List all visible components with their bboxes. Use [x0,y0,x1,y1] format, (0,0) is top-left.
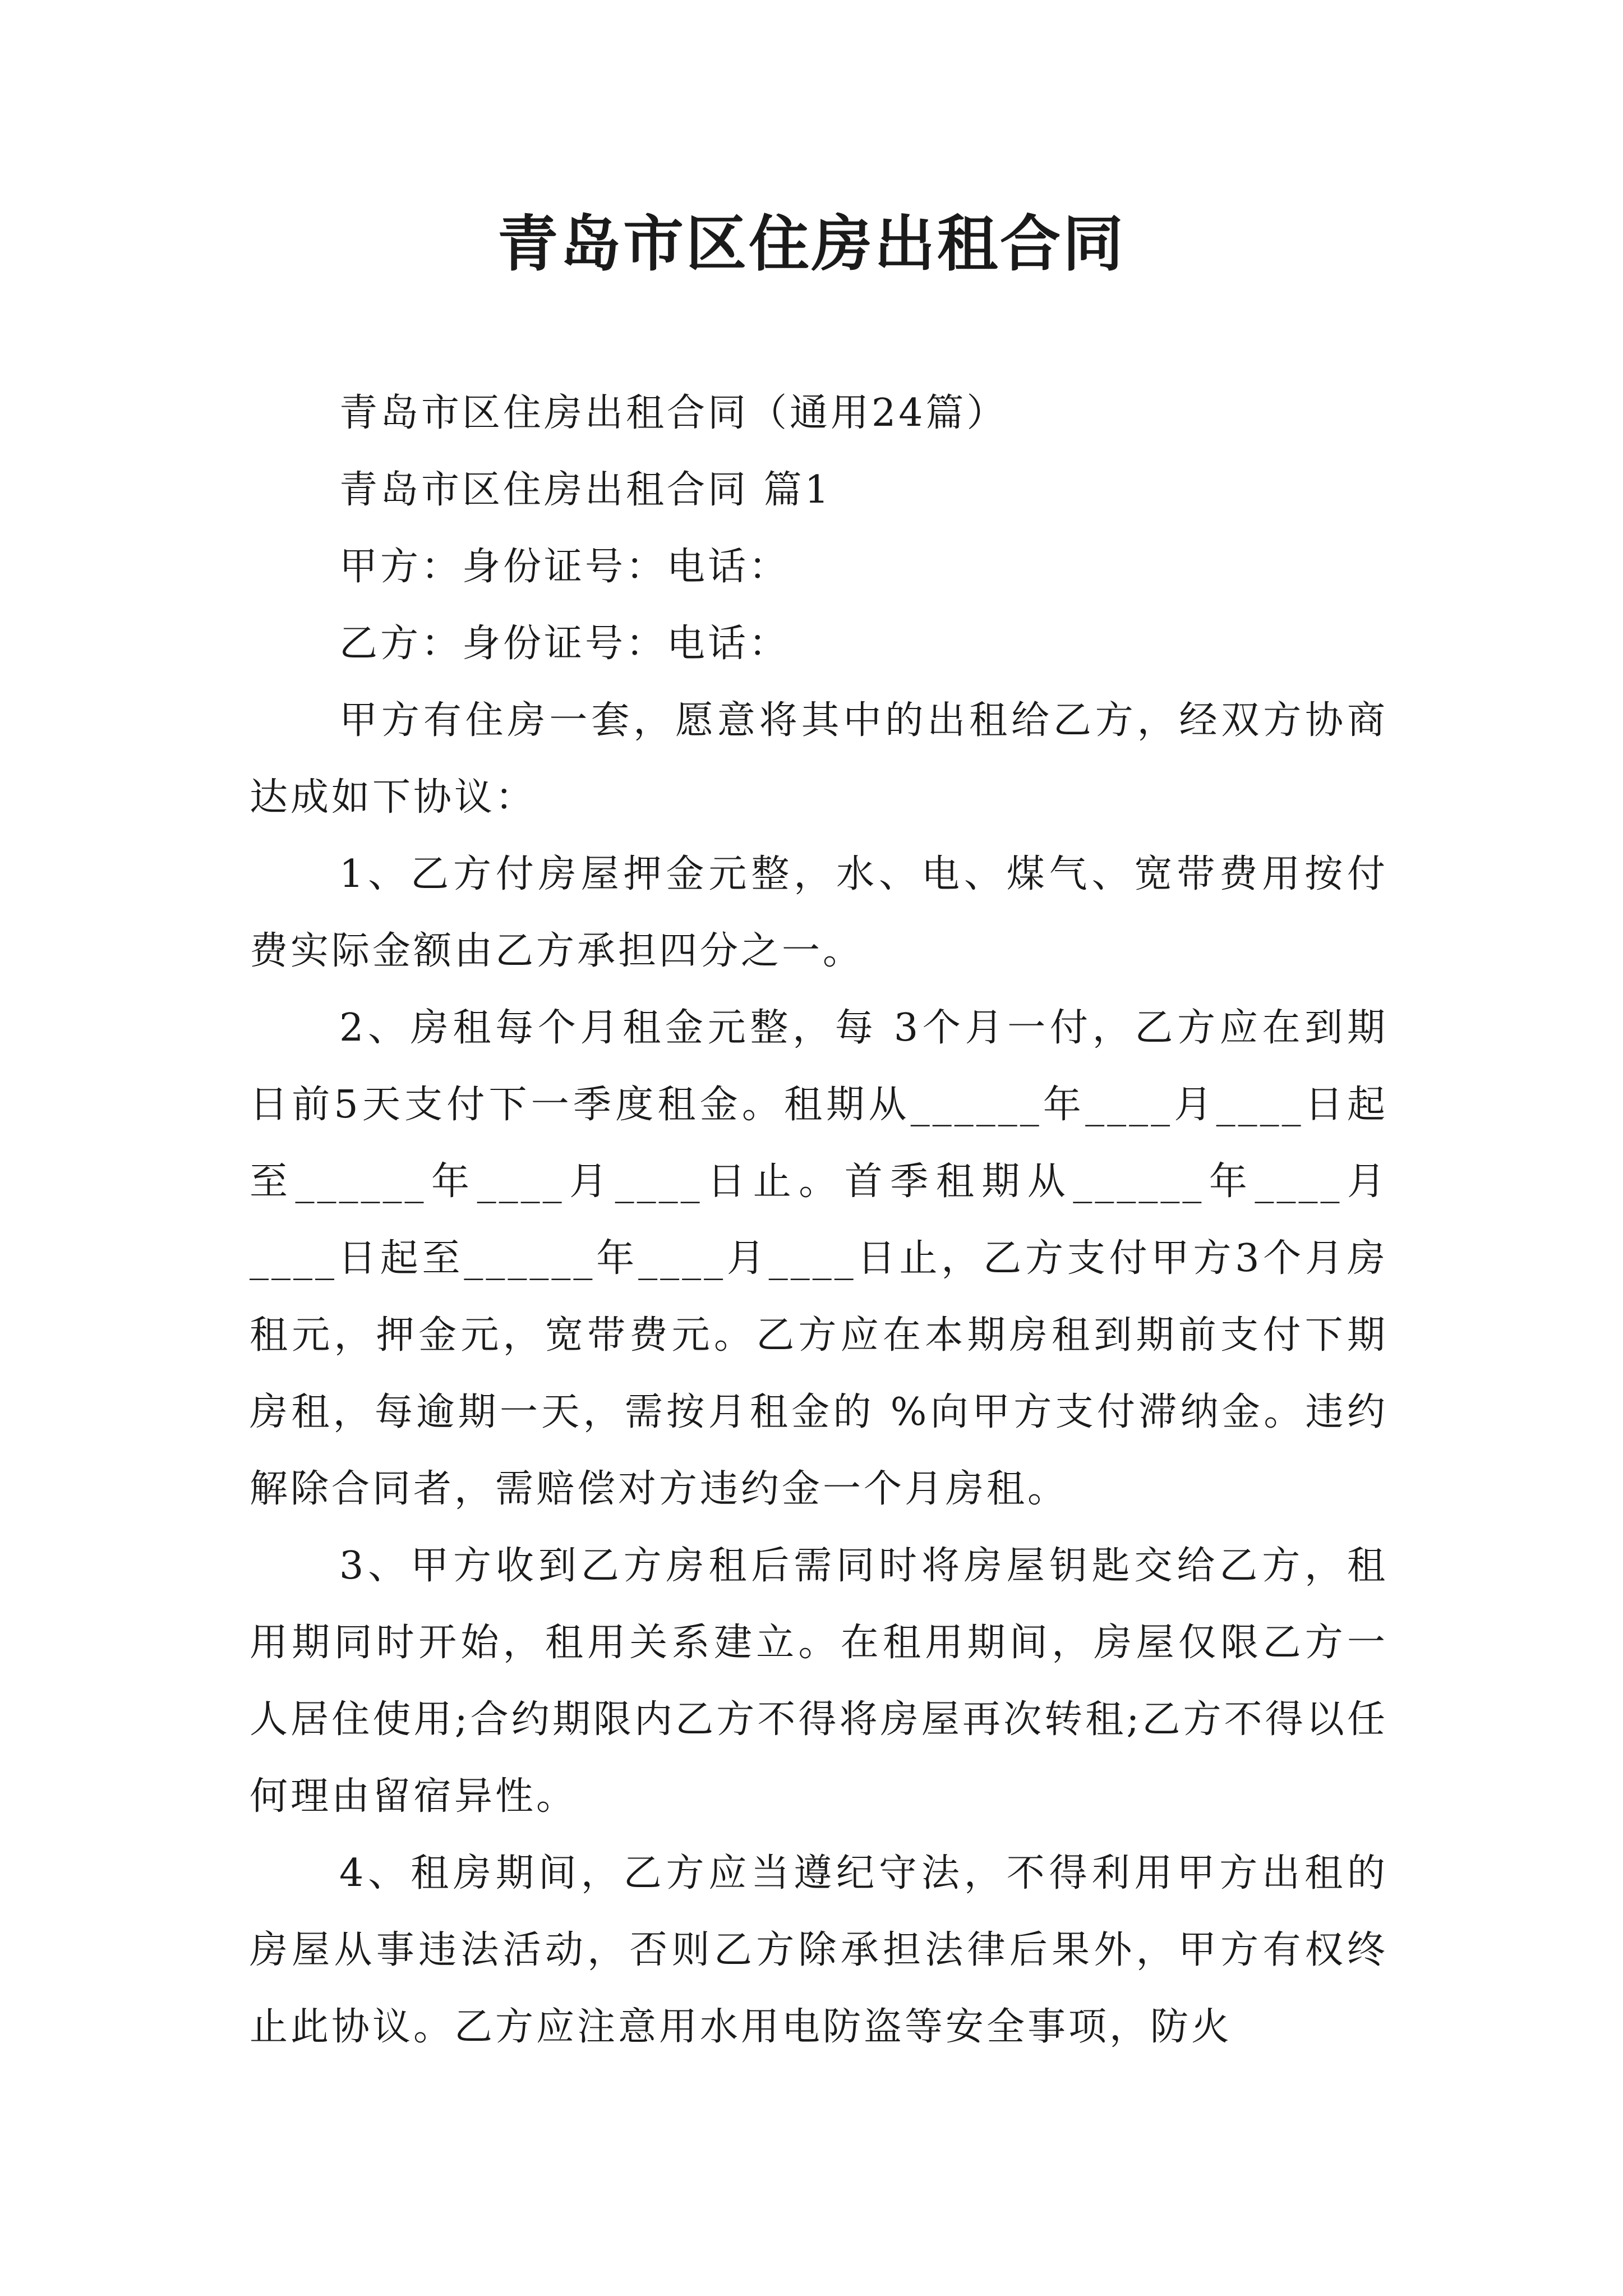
party-a-line: 甲方：身份证号：电话： [339,545,790,589]
clause-4-paragraph: 4、租房期间，乙方应当遵纪守法，不得利用甲方出租的房屋从事违法活动，否则乙方除承担法律后果外，甲方有权终止此协议。乙方应注意用水用电防盗等安全事项，防火 [250,1851,1388,2049]
intro-paragraph: 甲方有住房一套，愿意将其中的出租给乙方，经双方协商达成如下协议： [250,698,1388,820]
subtitle-paragraph: 青岛市区住房出租合同（通用24篇） [339,391,1008,435]
document-title: 青岛市区住房出租合同 [497,209,1126,279]
clause-1-paragraph: 1、乙方付房屋押金元整，水、电、煤气、宽带费用按付费实际金额由乙方承担四分之一。 [250,852,1388,973]
clause-2-paragraph: 2、房租每个月租金元整，每 3个月一付，乙方应在到期日前5天支付下一季度租金。租期从______年____月____日起至______年____月____日止。首季租期从______年____月____日起至______年____月____日止，乙方支付甲方3个月房租元，押金元，宽带费元。乙方应在本期房租到期前支付下期房租，每逾期一天，需按月租金的 %向甲方支付滞纳金。违约解除合同者，需赔偿对方违约金一个月房租。 [250,1006,1388,1511]
section-heading: 青岛市区住房出租合同 篇1 [339,468,832,512]
document-body [250,375,1388,2065]
clause-3-paragraph: 3、甲方收到乙方房租后需同时将房屋钥匙交给乙方，租用期同时开始，租用关系建立。在租用期间，房屋仅限乙方一人居住使用;合约期限内乙方不得将房屋再次转租;乙方不得以任何理由留宿异性。 [250,1544,1388,1819]
party-b-line: 乙方：身份证号：电话： [339,622,790,666]
